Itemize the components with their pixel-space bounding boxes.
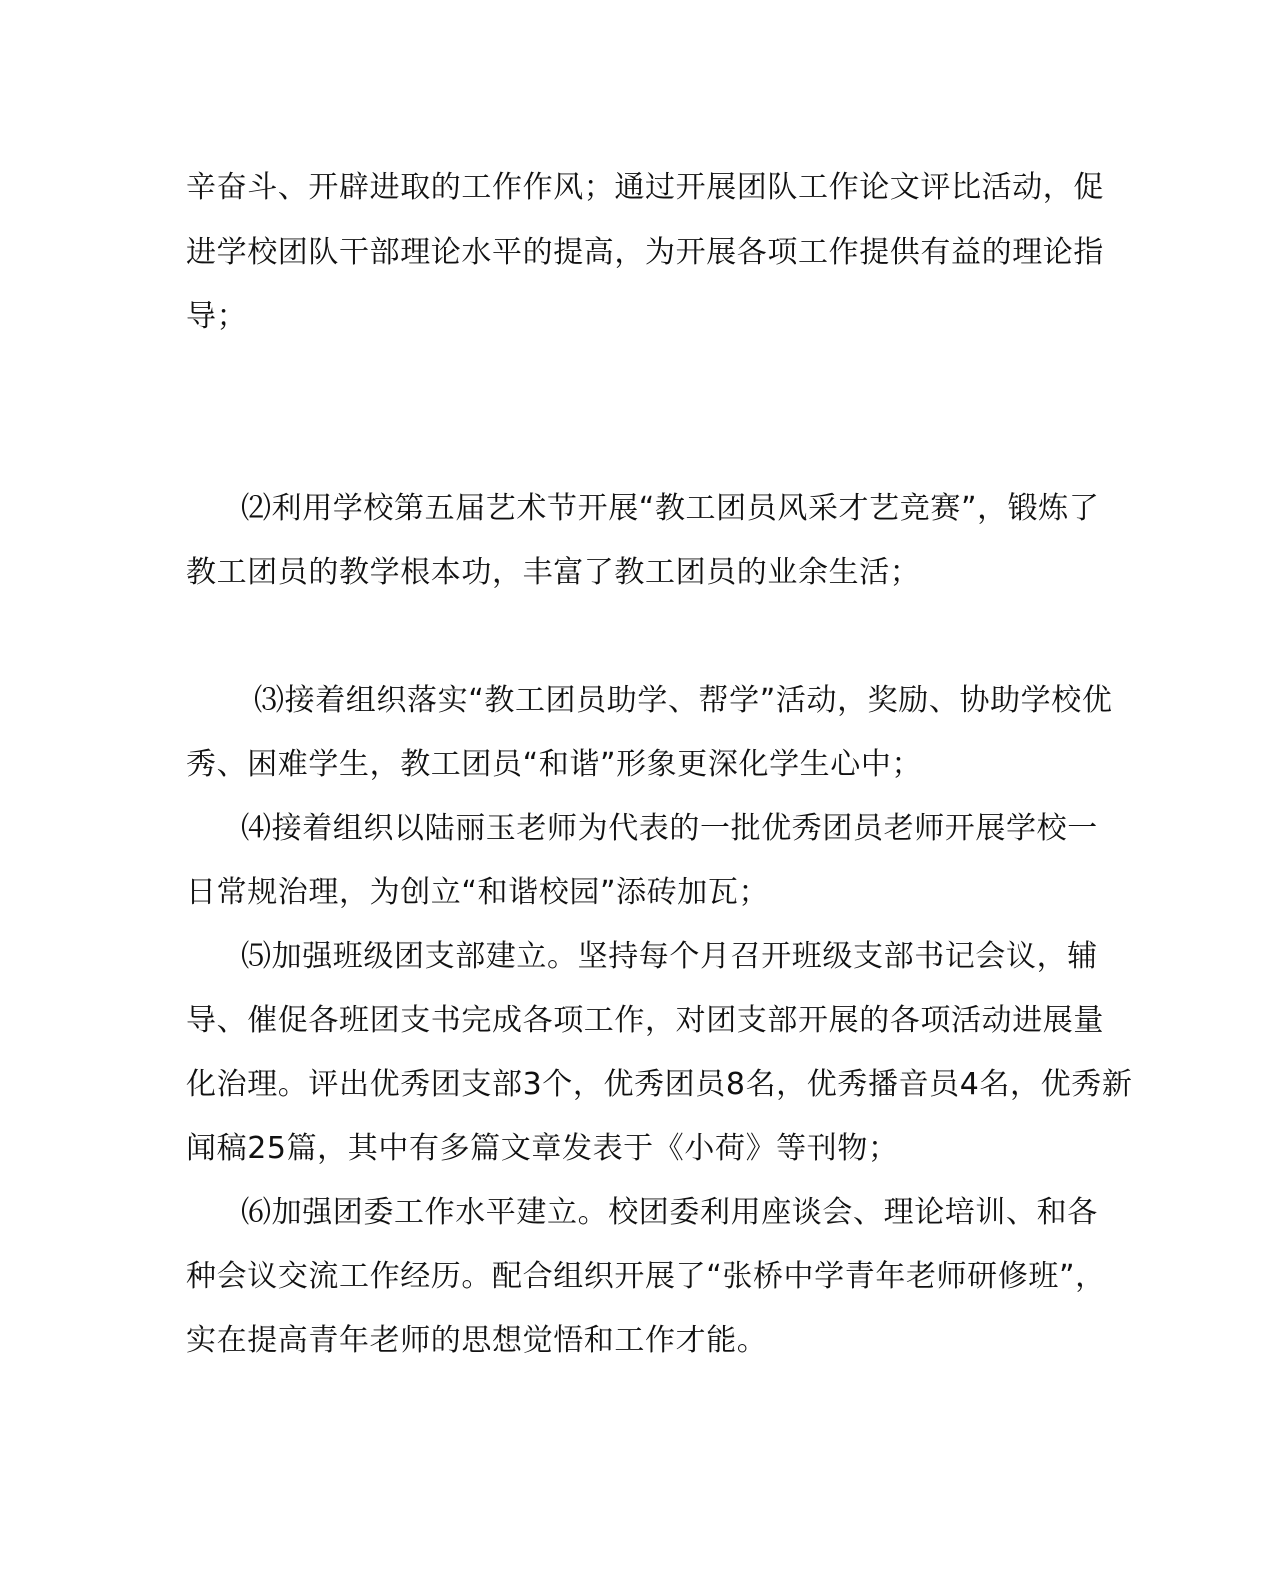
text-line: ⑹加强团委工作水平建立。校团委利用座谈会、理论培训、和各 — [241, 1195, 1098, 1230]
text-line: 秀、困难学生，教工团员“和谐”形象更深化学生心中； — [186, 747, 923, 782]
text-line: 教工团员的教学根本功，丰富了教工团员的业余生活； — [186, 555, 921, 590]
text-line: 种会议交流工作经历。配合组织开展了“张桥中学青年老师研修班”， — [186, 1259, 1106, 1294]
text-line: 实在提高青年老师的思想觉悟和工作才能。 — [186, 1323, 768, 1358]
text-line: 进学校团队干部理论水平的提高，为开展各项工作提供有益的理论指 — [186, 235, 1104, 270]
text-line: 闻稿25篇，其中有多篇文章发表于《小荷》等刊物； — [186, 1131, 899, 1166]
text-line: ⑸加强班级团支部建立。坚持每个月召开班级支部书记会议，辅 — [241, 939, 1098, 974]
text-line: ⑶接着组织落实“教工团员助学、帮学”活动，奖励、协助学校优 — [254, 683, 1113, 718]
text-line: ⑷接着组织以陆丽玉老师为代表的一批优秀团员老师开展学校一 — [241, 811, 1098, 846]
text-line: 导； — [186, 299, 248, 334]
text-line: 辛奋斗、开辟进取的工作作风；通过开展团队工作论文评比活动，促 — [186, 170, 1104, 205]
text-line: ⑵利用学校第五届艺术节开展“教工团员风采才艺竞赛”，锻炼了 — [241, 491, 1100, 526]
text-line: 导、催促各班团支书完成各项工作，对团支部开展的各项活动进展量 — [186, 1003, 1104, 1038]
text-line: 化治理。评出优秀团支部3个，优秀团员8名，优秀播音员4名，优秀新 — [186, 1067, 1133, 1102]
text-line: 日常规治理，为创立“和谐校园”添砖加瓦； — [186, 875, 770, 910]
